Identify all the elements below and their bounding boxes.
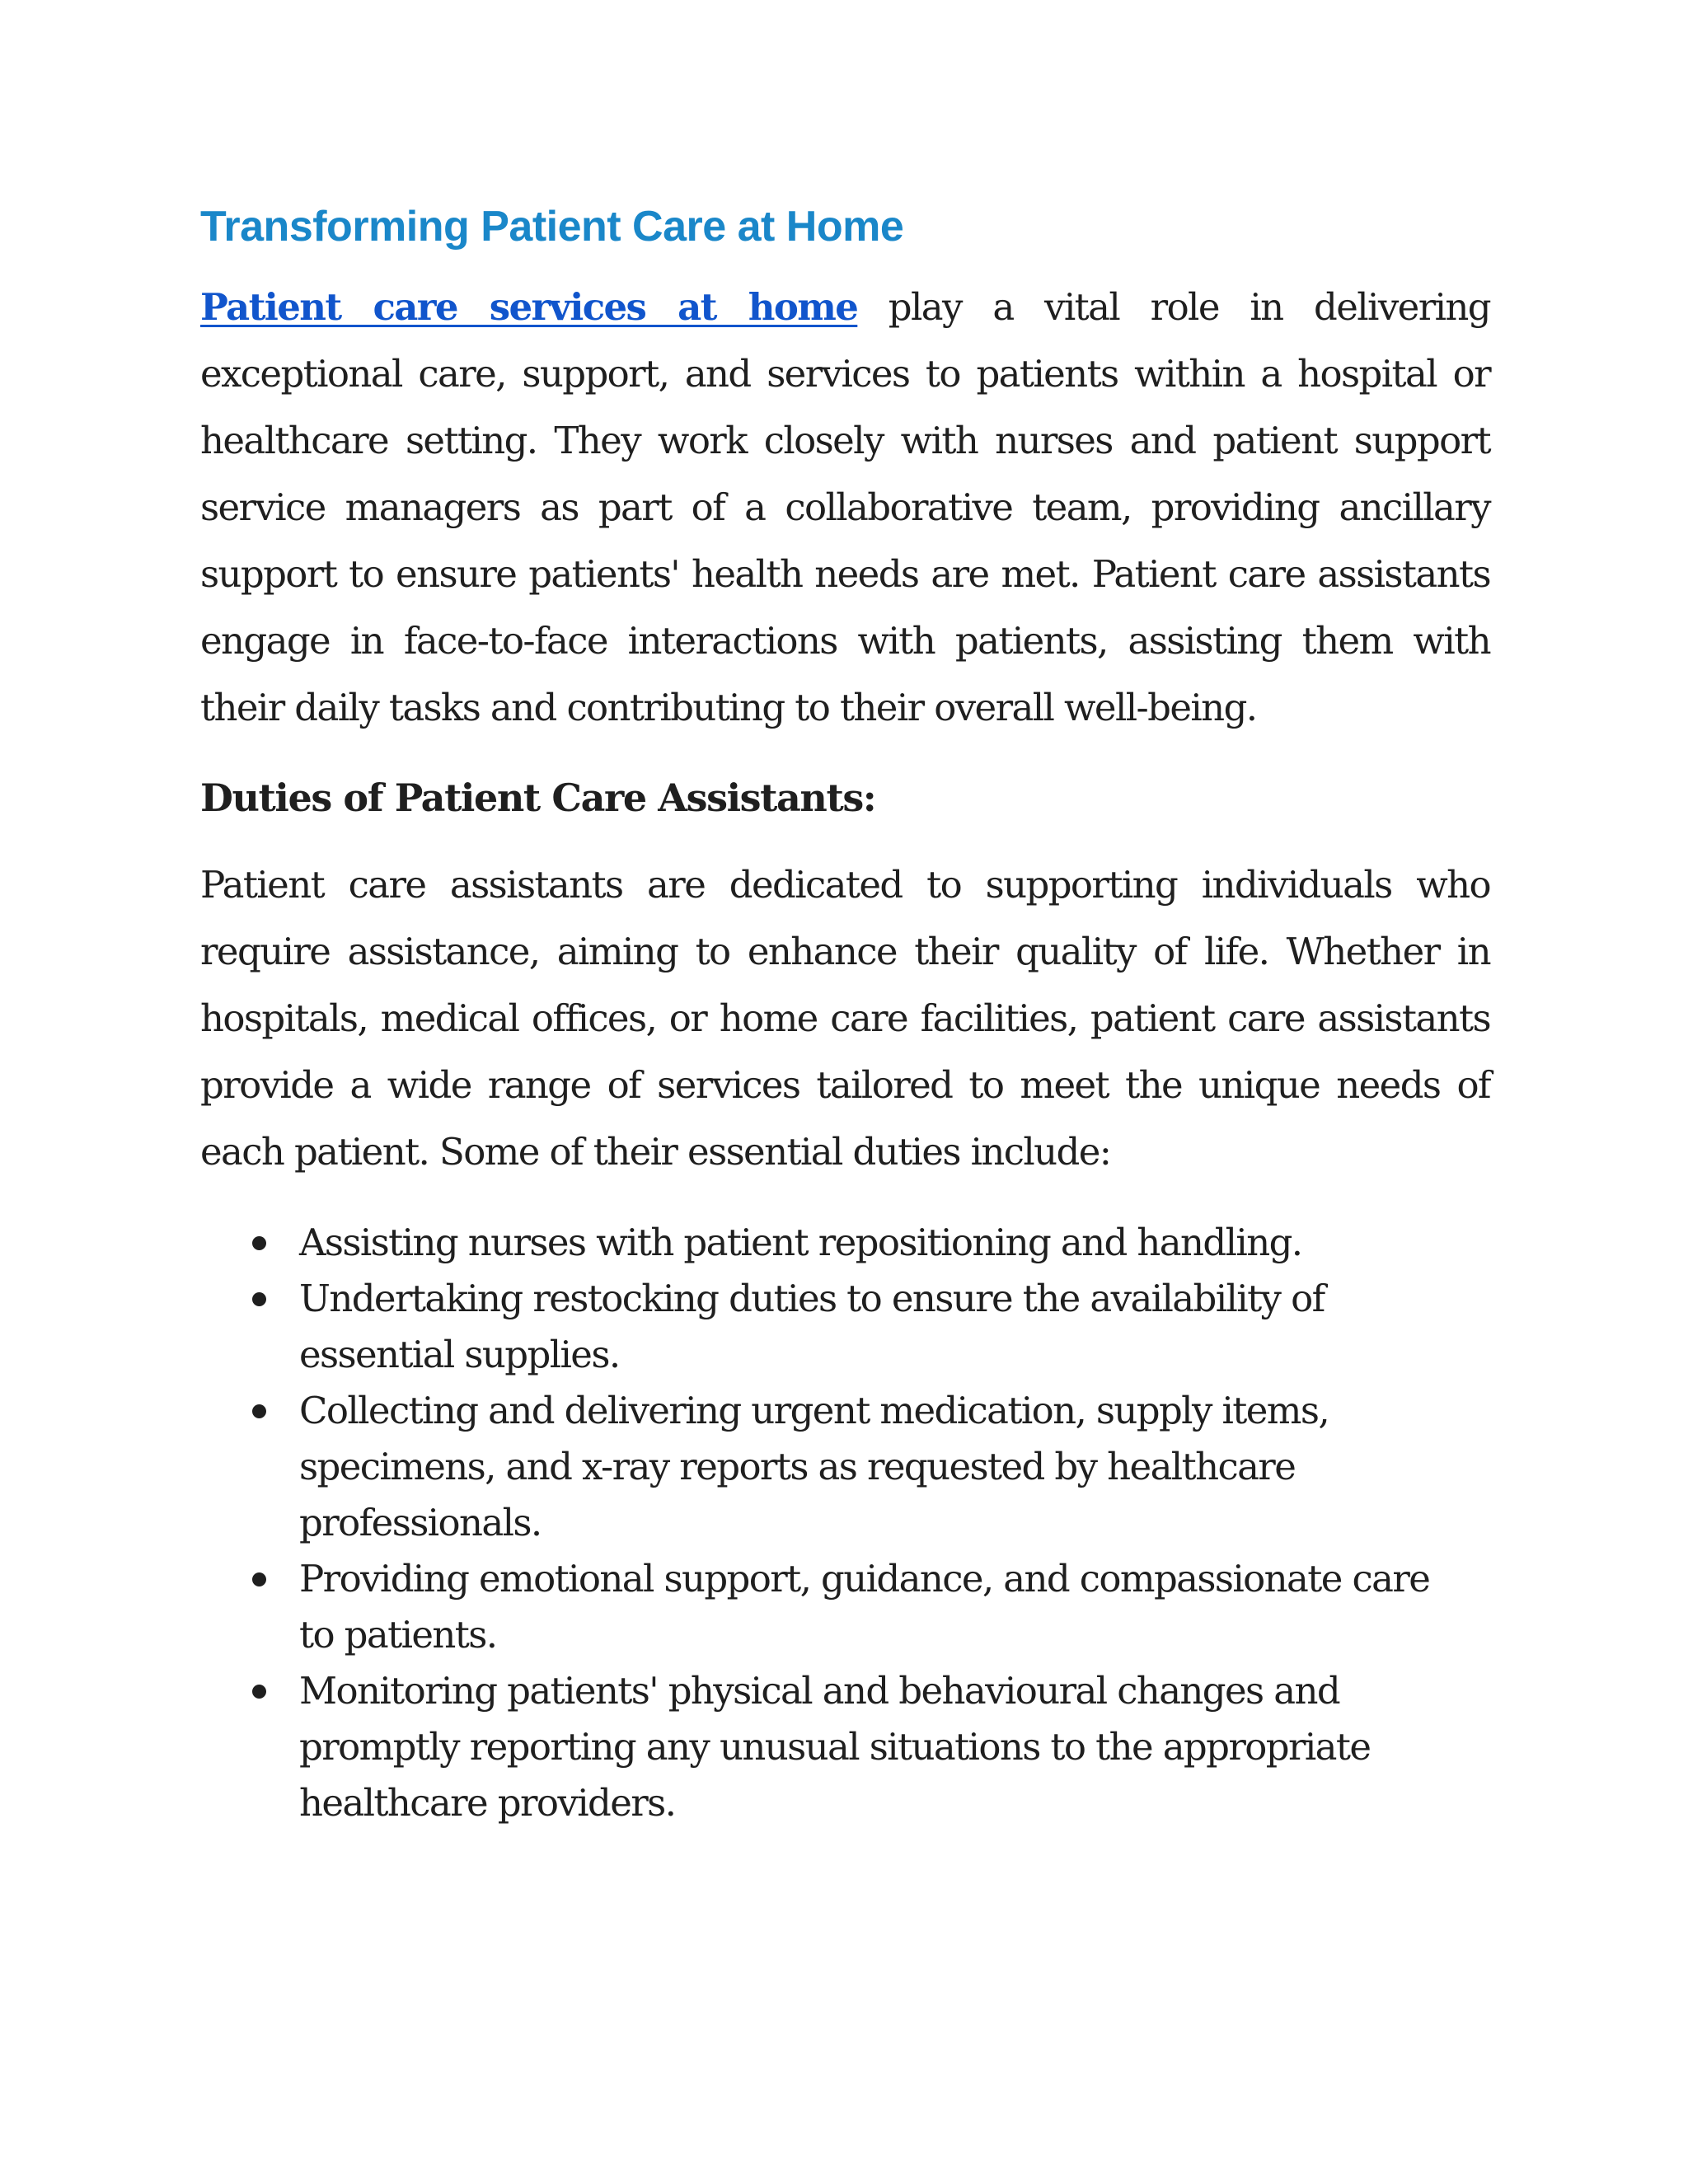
duties-intro-paragraph: Patient care assistants are dedicated to supporting individuals who require assistance, aiming to enhance their quality of life. Whether in hospitals, medical offices, or home care facilities, patient care assistants provide a wide range of services tailored to meet the unique needs of each patient. Some of their essential duties include:	[200, 863, 1490, 1174]
bullet-icon	[252, 1236, 266, 1250]
list-item-text: Assisting nurses with patient repositioning and handling.	[299, 1221, 1302, 1264]
list-item	[200, 1663, 1490, 1831]
bullet-icon	[252, 1685, 266, 1699]
bullet-icon	[252, 1404, 266, 1418]
list-item	[200, 1271, 1490, 1383]
intro-text: play a vital role in delivering exceptional care, support, and services to patients within a hospital or healthcare setting. They work closely with nurses and patient support service managers as part of a collaborative team, providing ancillary support to ensure patients' health needs are met. Patient care assistants engage in face-to-face interactions with patients, assisting them with their daily tasks and contributing to their overall well-being.	[200, 285, 1490, 729]
patient-care-services-link[interactable]: Patient care services at home	[200, 285, 858, 329]
bullet-icon	[252, 1292, 266, 1306]
list-item-text: Providing emotional support, guidance, and compassionate care to patients.	[299, 1557, 1430, 1657]
list-item-text: Monitoring patients' physical and behavioural changes and promptly reporting any unusual situations to the appropriate healthcare providers.	[299, 1669, 1371, 1825]
list-item	[200, 1383, 1490, 1551]
list-item-text: Collecting and delivering urgent medication, supply items, specimens, and x-ray reports as requested by healthcare professionals.	[299, 1389, 1329, 1544]
bullet-icon	[252, 1572, 266, 1586]
document-page	[200, 198, 1490, 1831]
intro-paragraph	[200, 274, 1490, 741]
list-item-text: Undertaking restocking duties to ensure the availability of essential supplies.	[299, 1277, 1325, 1376]
list-item	[200, 1215, 1490, 1271]
duties-heading: Duties of Patient Care Assistants:	[200, 776, 876, 820]
page-title: Transforming Patient Care at Home	[200, 203, 904, 251]
list-item	[200, 1551, 1490, 1663]
duties-list	[200, 1215, 1490, 1831]
